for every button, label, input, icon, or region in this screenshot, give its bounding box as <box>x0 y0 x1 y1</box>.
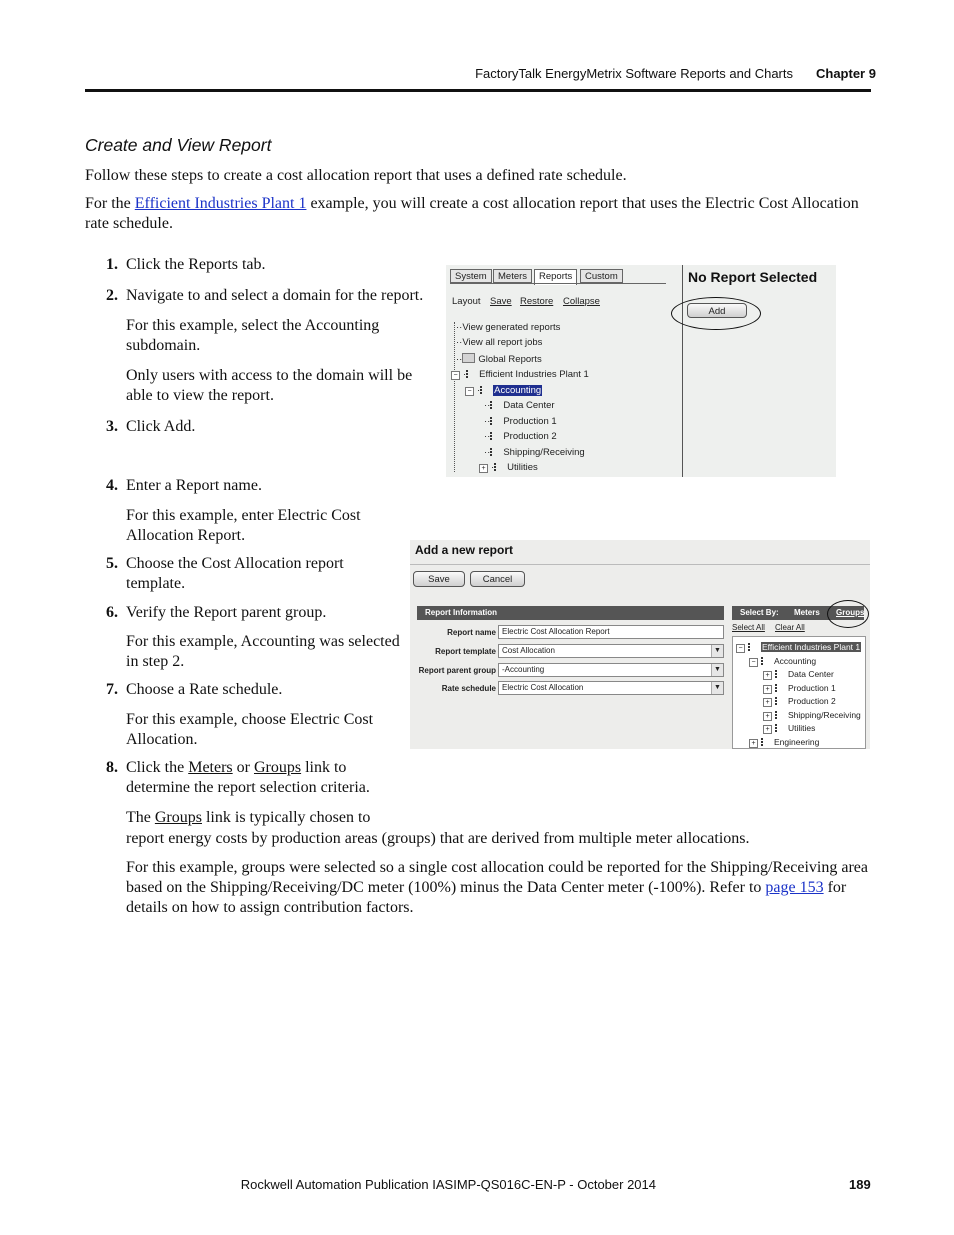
step-note <box>126 858 871 918</box>
step-note: For this example, enter Electric Cost Allocation Report. <box>126 507 361 544</box>
tab-rule <box>450 283 666 284</box>
step-text: Choose the Cost Allocation report template. <box>126 555 344 592</box>
group-icon <box>775 711 785 719</box>
intro-paragraph: Follow these steps to create a cost allocation report that uses a defined rate schedule. <box>85 167 627 184</box>
meters-link[interactable]: Meters <box>794 608 820 617</box>
tab-system[interactable]: System <box>450 269 492 283</box>
footer-page-number: 189 <box>849 1177 871 1192</box>
expand-icon: + <box>763 725 772 734</box>
group-icon <box>480 386 490 394</box>
report-name-input[interactable]: Electric Cost Allocation Report <box>498 625 724 639</box>
expand-icon: + <box>763 671 772 680</box>
step-text: Navigate to and select a domain for the report. <box>126 287 424 304</box>
tree-item[interactable]: + Production 2 <box>763 696 836 707</box>
tab-meters[interactable]: Meters <box>493 269 532 283</box>
tree-item[interactable]: ·· Shipping/Receiving <box>484 447 585 458</box>
step-number: 3. <box>106 418 118 435</box>
step8-post: link to determine the report selection criteria. <box>126 759 370 796</box>
group-icon <box>748 643 758 651</box>
tree-item[interactable]: ·· Production 2 <box>484 431 557 442</box>
meters-link[interactable]: Meters <box>188 759 233 776</box>
pane-divider <box>682 265 683 477</box>
tree-item-selected[interactable]: − Efficient Industries Plant 1 <box>736 642 861 653</box>
toolbar-layout: Layout <box>452 296 481 307</box>
group-icon <box>466 370 476 378</box>
collapse-icon: − <box>736 644 745 653</box>
add-report-title: Add a new report <box>415 543 514 557</box>
example-paragraph <box>85 194 870 234</box>
highlight-circle <box>827 600 869 628</box>
group-icon <box>775 697 785 705</box>
step-number: 1. <box>106 256 118 273</box>
expand-icon: + <box>749 739 758 748</box>
section-title: Create and View Report <box>85 135 272 155</box>
report-template-select[interactable]: Cost Allocation ▼ <box>498 644 724 658</box>
select-all-link[interactable]: Select All <box>732 623 765 632</box>
groups-link[interactable]: Groups <box>836 608 865 617</box>
tree-item[interactable]: − Accounting <box>749 656 816 667</box>
step-text: Enter a Report name. <box>126 477 262 494</box>
step-note: Only users with access to the domain will be able to view the report. <box>126 367 413 404</box>
example-text-pre: For the <box>85 195 135 212</box>
toolbar-collapse[interactable]: Collapse <box>563 296 600 307</box>
group-icon <box>494 463 504 471</box>
report-parent-group-label: Report parent group <box>418 666 496 675</box>
group-icon <box>775 684 785 692</box>
reports-tab-screenshot <box>446 265 836 477</box>
step-number: 7. <box>106 681 118 698</box>
select-by-label: Select By: <box>740 608 779 617</box>
footer-publication: Rockwell Automation Publication IASIMP-QS016C-EN-P - October 2014 <box>240 1177 656 1192</box>
step-number: 6. <box>106 604 118 621</box>
report-name-label: Report name <box>447 628 496 637</box>
tree-item[interactable]: ·· Data Center <box>484 400 555 411</box>
expand-icon: + <box>479 464 488 473</box>
step-note: For this example, choose Electric Cost Allocation. <box>126 711 374 748</box>
expand-icon: + <box>763 685 772 694</box>
step-number: 5. <box>106 555 118 572</box>
step-number: 4. <box>106 477 118 494</box>
report-template-label: Report template <box>435 647 496 656</box>
step-number: 2. <box>106 287 118 304</box>
efficient-industries-link[interactable]: Efficient Industries Plant 1 <box>134 195 307 212</box>
tab-reports[interactable]: Reports <box>534 269 577 285</box>
running-header-title: FactoryTalk EnergyMetrix Software Reports and Charts <box>475 66 793 81</box>
note-post: link is typically chosen to <box>201 809 371 826</box>
tab-custom[interactable]: Custom <box>580 269 623 283</box>
tree-item[interactable]: ··View generated reports <box>456 322 561 333</box>
groups-link[interactable]: Groups <box>253 759 302 776</box>
tree-item[interactable]: ·· Global Reports <box>456 354 542 365</box>
report-info-header: Report Information <box>417 606 724 620</box>
tree-item[interactable]: + · Utilities <box>479 462 538 473</box>
folder-icon <box>462 353 475 363</box>
chevron-down-icon: ▼ <box>711 645 723 657</box>
no-report-title: No Report Selected <box>688 269 818 285</box>
clear-all-link[interactable]: Clear All <box>775 623 805 632</box>
report-parent-group-select[interactable]: -Accounting ▼ <box>498 663 724 677</box>
expand-icon: + <box>763 698 772 707</box>
tree-item[interactable]: + Production 1 <box>763 683 836 694</box>
step8-pre: Click the <box>126 759 189 776</box>
header-rule <box>85 89 871 92</box>
toolbar-restore[interactable]: Restore <box>520 296 554 307</box>
rate-schedule-label: Rate schedule <box>441 684 496 693</box>
step-note: For this example, select the Accounting subdomain. <box>126 317 380 354</box>
group-icon <box>490 448 500 456</box>
groups-link[interactable]: Groups <box>154 809 202 826</box>
group-icon <box>490 401 500 409</box>
tree-item-selected[interactable]: − · Accounting <box>465 385 542 396</box>
page-153-link[interactable]: page 153 <box>765 879 824 896</box>
title-rule <box>410 564 870 565</box>
expand-icon: + <box>763 712 772 721</box>
chevron-down-icon: ▼ <box>711 664 723 676</box>
collapse-icon: − <box>451 371 460 380</box>
step-text: Click Add. <box>126 418 196 435</box>
tree-item[interactable]: ·· Production 1 <box>484 416 557 427</box>
add-button[interactable]: Add <box>687 303 747 318</box>
toolbar-save[interactable]: Save <box>490 296 512 307</box>
step-text: Choose a Rate schedule. <box>126 681 283 698</box>
save-button[interactable]: Save <box>413 571 465 587</box>
group-icon <box>490 417 500 425</box>
tree-item[interactable]: + Engineering <box>749 737 819 748</box>
tree-item[interactable]: + Utilities <box>763 723 815 734</box>
note-pre: For this example, groups were selected so a single cost allocation could be reported for the Shipping/Receiving area based on the Shipping/Receiving/DC meter (100%) minus the Data Center meter (-100%). Refer to <box>126 859 868 896</box>
running-header-chapter: Chapter 9 <box>816 66 876 81</box>
note-post: for details on how to assign contribution factors. <box>126 879 847 916</box>
example-text-post: example, you will create a cost allocation report that uses the Electric Cost Allocation rate schedule. <box>85 195 859 232</box>
step8-mid: or <box>232 759 254 776</box>
group-icon <box>775 724 785 732</box>
rate-schedule-select[interactable]: Electric Cost Allocation ▼ <box>498 681 724 695</box>
step-note: report energy costs by production areas (groups) that are derived from multiple meter allocations. <box>126 830 750 847</box>
add-report-screenshot <box>410 540 870 749</box>
collapse-icon: − <box>749 658 758 667</box>
note-pre: The <box>126 809 155 826</box>
cancel-button[interactable]: Cancel <box>470 571 525 587</box>
tree-item[interactable]: + Shipping/Receiving <box>763 710 861 721</box>
group-icon <box>761 738 771 746</box>
group-icon <box>775 670 785 678</box>
group-icon <box>761 657 771 665</box>
tree-item[interactable]: − · Efficient Industries Plant 1 <box>451 369 589 380</box>
chevron-down-icon: ▼ <box>711 682 723 694</box>
tree-item[interactable]: ··View all report jobs <box>456 337 543 348</box>
step-text <box>126 758 381 798</box>
collapse-icon: − <box>465 387 474 396</box>
tree-item[interactable]: + Data Center <box>763 669 834 680</box>
group-icon <box>490 432 500 440</box>
step-note: For this example, Accounting was selected in step 2. <box>126 633 400 670</box>
step-text: Click the Reports tab. <box>126 256 266 273</box>
step-note <box>126 808 416 828</box>
step-text: Verify the Report parent group. <box>126 604 327 621</box>
step-number: 8. <box>106 759 118 776</box>
